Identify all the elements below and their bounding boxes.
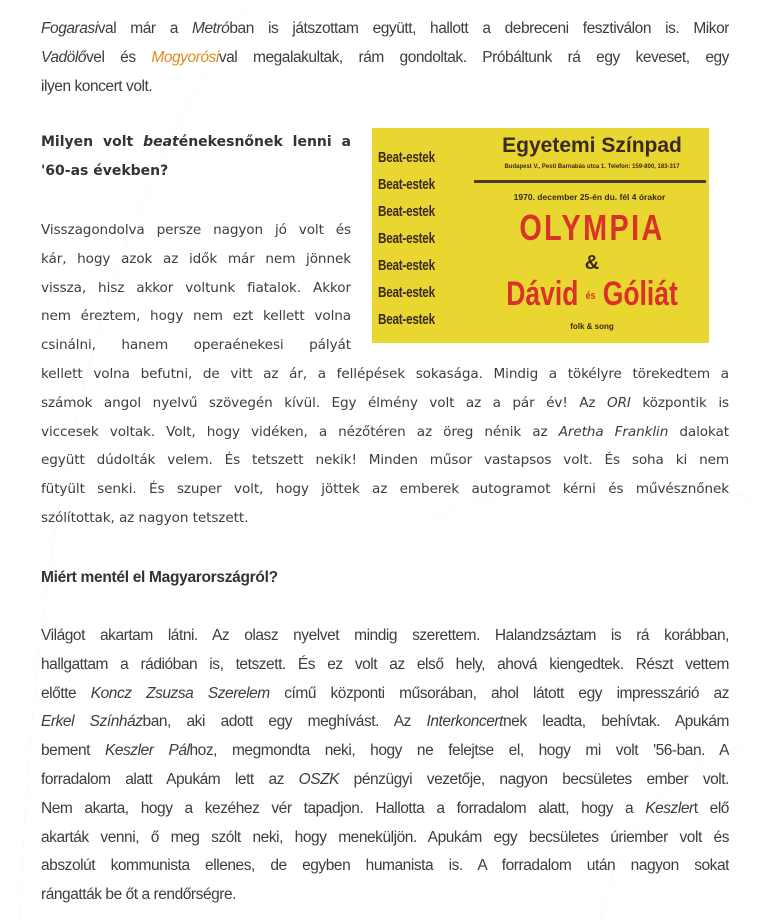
text-line: [41, 707, 729, 736]
text-segment: előtte: [41, 684, 91, 702]
italic-text: beat: [143, 134, 179, 150]
text-line: [41, 360, 729, 389]
text-line: [41, 736, 729, 765]
text-line: [41, 446, 729, 475]
poster-headliner: OLYMPIA: [519, 207, 665, 248]
text-line: [41, 274, 351, 303]
text-line: [41, 389, 729, 418]
text-segment: Nem akarta, hogy a kezéhez vér tapadjon. Hallotta a forradalom alatt, hogy a: [41, 799, 646, 817]
text-line: [41, 679, 729, 708]
poster-beat-estek-label: Beat-estek: [378, 203, 435, 220]
text-segment: val megalakultak, rám gondoltak. Próbáltunk rá egy keveset, egy: [218, 48, 729, 66]
text-line: [41, 851, 729, 880]
text-line: [41, 880, 729, 909]
text-segment: fütyült senki. És szuper volt, hogy jöttek az emberek autogramot kérni és művésznőnek: [41, 481, 729, 498]
poster-beat-estek-label: Beat-estek: [378, 257, 435, 274]
concert-poster-image: [372, 128, 709, 343]
text-segment: szólítottak, az nagyon tetszett.: [41, 510, 249, 526]
poster-address: Budapest V., Pesti Barnabás utca 1. Telefon: 159-800, 183-317: [504, 164, 680, 170]
poster-goliat: Góliát: [602, 275, 678, 313]
poster-es: és: [585, 290, 596, 303]
text-segment: rángatták be őt a rendőrségre.: [41, 886, 237, 904]
text-segment: pénzügyi vezetője, nagyon becsületes ember volt.: [339, 771, 729, 788]
text-segment: ban, aki adott egy meghívást. Az: [142, 713, 427, 731]
text-segment: ban is játszottam együtt, hallott a debreceni fesztiválon is. Mikor: [229, 20, 729, 37]
text-segment: bement: [41, 742, 105, 760]
poster-divider: [474, 180, 706, 183]
text-line: [41, 418, 729, 447]
text-segment: abszolút kommunista ellenes, de egyben humanista is. A forradalom után nagyon sokat: [41, 857, 729, 875]
text-line: [41, 621, 729, 650]
italic-text: Aretha Franklin: [558, 423, 669, 440]
text-line: [41, 823, 729, 852]
poster-beat-estek-label: Beat-estek: [378, 230, 435, 247]
italic-text: Keszler: [645, 799, 694, 817]
text-line: [41, 794, 729, 823]
poster-beat-estek-label: Beat-estek: [378, 284, 435, 301]
poster-beat-estek-column: [378, 144, 462, 333]
text-segment: csinálni, hanem operaénekesi pályát: [41, 337, 351, 354]
text-segment: kár, hogy azok az idők már nem jönnek: [41, 250, 351, 267]
text-segment: énekesnőnek lenni a: [178, 134, 351, 150]
poster-ampersand: &: [584, 252, 600, 274]
text-segment: '60-as években?: [41, 162, 169, 179]
text-segment: együtt dúdolták velem. És tetszett nekik! Minden műsor vastapsos volt. És soha ki nem: [41, 452, 729, 469]
poster-title: Egyetemi Színpad: [502, 134, 682, 157]
poster-beat-estek-label: Beat-estek: [378, 176, 435, 193]
text-segment: számok angol nyelvű szövegén kívül. Egy élmény volt az a pár év! Az: [41, 394, 607, 411]
poster-beat-estek-label: Beat-estek: [378, 149, 435, 166]
text-segment: Visszagondolva persze nagyon jó volt és: [41, 222, 351, 238]
text-segment: Miért mentél el Magyarországról?: [41, 569, 278, 586]
text-segment: val már a: [97, 20, 192, 37]
text-segment: központik is: [630, 394, 729, 411]
text-segment: című központi műsorában, ahol látott egy impresszárió az: [269, 684, 729, 702]
text-line: [41, 650, 729, 679]
italic-text: Vadölő: [41, 48, 86, 66]
text-line: [41, 302, 351, 331]
poster-date: 1970. december 25-én du. fél 4 órakor: [513, 192, 666, 202]
text-line: [41, 245, 351, 274]
text-line: [41, 43, 729, 72]
italic-text: Keszler Pál: [104, 742, 190, 760]
poster-second-act: [506, 274, 678, 316]
text-segment: hallgattam a rádióban is, tetszett. És ez volt az első hely, ahová kiengedtek. Részt vettem: [41, 655, 729, 673]
text-segment: akarták venni, ő meg szólt neki, hogy meneküljön. Apukám egy becsületes úriember volt és: [41, 828, 729, 846]
text-line: [41, 504, 729, 533]
text-segment: vissza, hisz akkor voltunk fiatalok. Akkor: [41, 279, 351, 296]
poster-genre: folk & song: [570, 322, 614, 331]
italic-text: Koncz Zsuzsa Szerelem: [90, 684, 270, 702]
text-line: [41, 475, 729, 504]
text-line: [41, 563, 729, 592]
text-line: [41, 331, 351, 360]
text-segment: viccesek voltak. Volt, hogy vidéken, a nézőtéren az öreg nénik az: [41, 423, 559, 440]
text-line: [41, 157, 351, 186]
italic-text: ORI: [606, 394, 631, 411]
text-line: [41, 128, 351, 157]
text-line: [41, 72, 729, 101]
poster-beat-estek-label: Beat-estek: [378, 311, 435, 328]
text-segment: hoz, megmondta neki, hogy ne felejtse el, hogy mi volt '56-ban. A: [189, 742, 729, 760]
italic-text: Fogarasi: [41, 20, 98, 37]
text-segment: Milyen volt: [41, 134, 144, 150]
inline-link[interactable]: Mogyorósi: [151, 48, 219, 66]
italic-text: Interkoncert: [426, 713, 503, 731]
text-segment: t elő: [693, 799, 729, 817]
text-segment: nem éreztem, hogy nem ezt kellett volna: [41, 308, 351, 325]
text-segment: ilyen koncert volt.: [41, 77, 153, 95]
italic-text: Erkel Színház: [41, 713, 143, 731]
text-line: [41, 216, 351, 245]
text-segment: vel és: [86, 48, 152, 66]
text-line: [41, 14, 729, 43]
poster-david: Dávid: [506, 275, 579, 313]
text-line: [41, 765, 729, 794]
italic-text: Metró: [191, 20, 230, 37]
text-segment: forradalom alatt Apukám lett az: [41, 771, 299, 788]
text-segment: dalokat: [668, 423, 729, 440]
text-segment: kellett volna befutni, de vitt az ár, a fellépések sokasága. Mindig a tökélyre törekedtem a: [41, 366, 729, 382]
italic-text: OSZK: [298, 771, 339, 788]
text-segment: Világot akartam látni. Az olasz nyelvet mindig szerettem. Halandzsáztam is rá korábban,: [41, 627, 729, 644]
text-segment: nek leadta, behívtak. Apukám: [502, 713, 729, 731]
